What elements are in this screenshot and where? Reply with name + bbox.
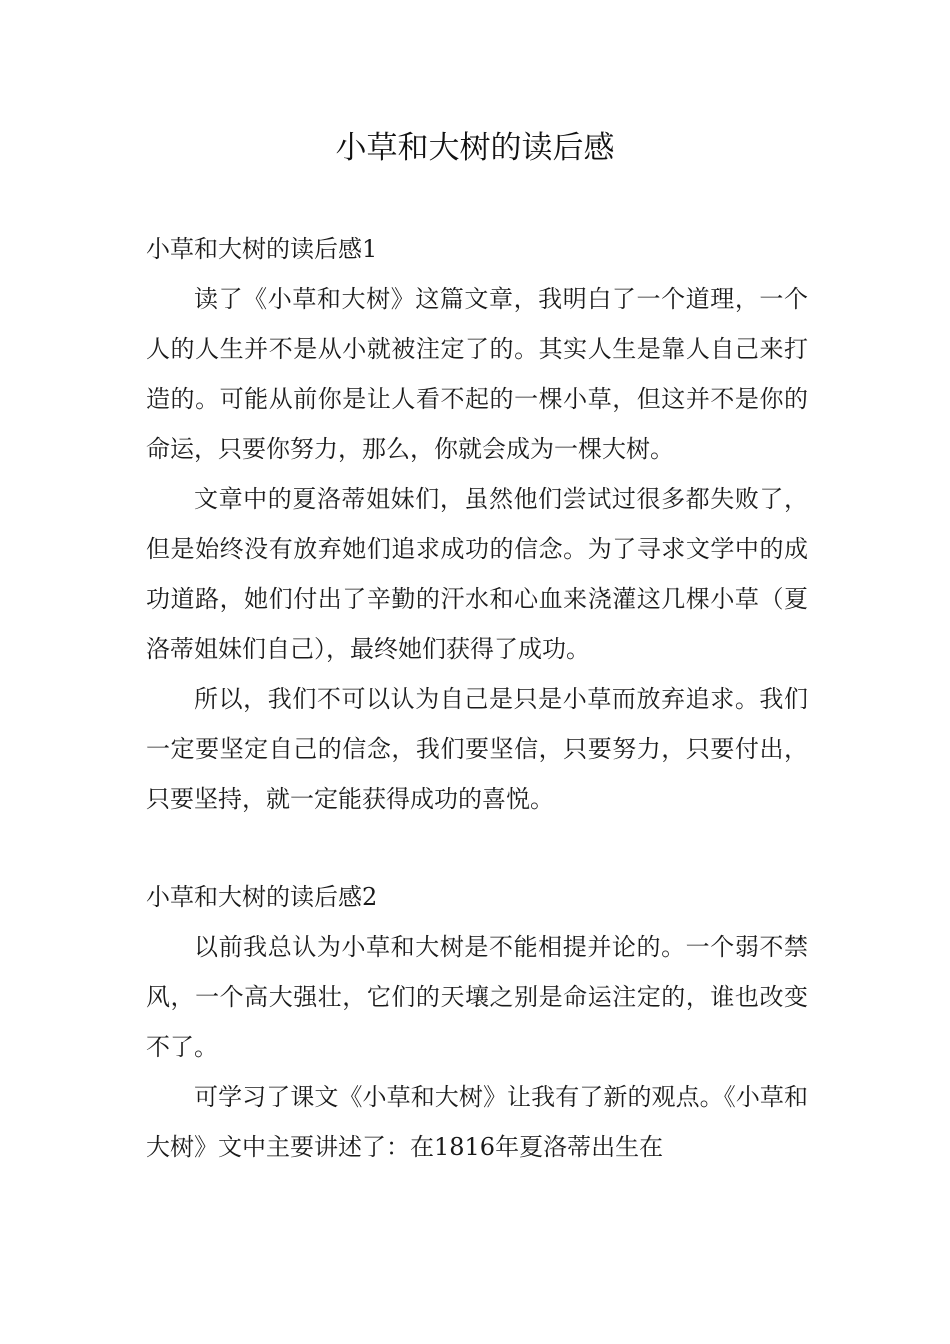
paragraph: 文章中的夏洛蒂姐妹们，虽然他们尝试过很多都失败了，但是始终没有放弃她们追求成功的信念。为了寻求文学中的成功道路，她们付出了辛勤的汗水和心血来浇灌这几棵小草（夏洛蒂姐妹们自己），最终她们获得了成功。 bbox=[146, 485, 808, 663]
essay-section-2 bbox=[146, 872, 808, 1172]
paragraph: 读了《小草和大树》这篇文章，我明白了一个道理，一个人的人生并不是从小就被注定了的。其实人生是靠人自己来打造的。可能从前你是让人看不起的一棵小草，但这并不是你的命运，只要你努力，那么，你就会成为一棵大树。 bbox=[146, 285, 808, 463]
document-body bbox=[146, 224, 808, 1172]
section-spacer bbox=[146, 824, 808, 872]
paragraph: 可学习了课文《小草和大树》让我有了新的观点。《小草和大树》文中主要讲述了：在1816年夏洛蒂出生在 bbox=[146, 1083, 808, 1161]
paragraph: 所以，我们不可以认为自己是只是小草而放弃追求。我们一定要坚定自己的信念，我们要坚信，只要努力，只要付出，只要坚持，就一定能获得成功的喜悦。 bbox=[146, 685, 808, 813]
paragraph: 以前我总认为小草和大树是不能相提并论的。一个弱不禁风，一个高大强壮，它们的天壤之别是命运注定的，谁也改变不了。 bbox=[146, 933, 808, 1061]
document-title: 小草和大树的读后感 bbox=[335, 130, 615, 166]
essay-section-1 bbox=[146, 224, 808, 824]
section-heading: 小草和大树的读后感2 bbox=[146, 883, 378, 911]
section-heading: 小草和大树的读后感1 bbox=[146, 235, 378, 263]
